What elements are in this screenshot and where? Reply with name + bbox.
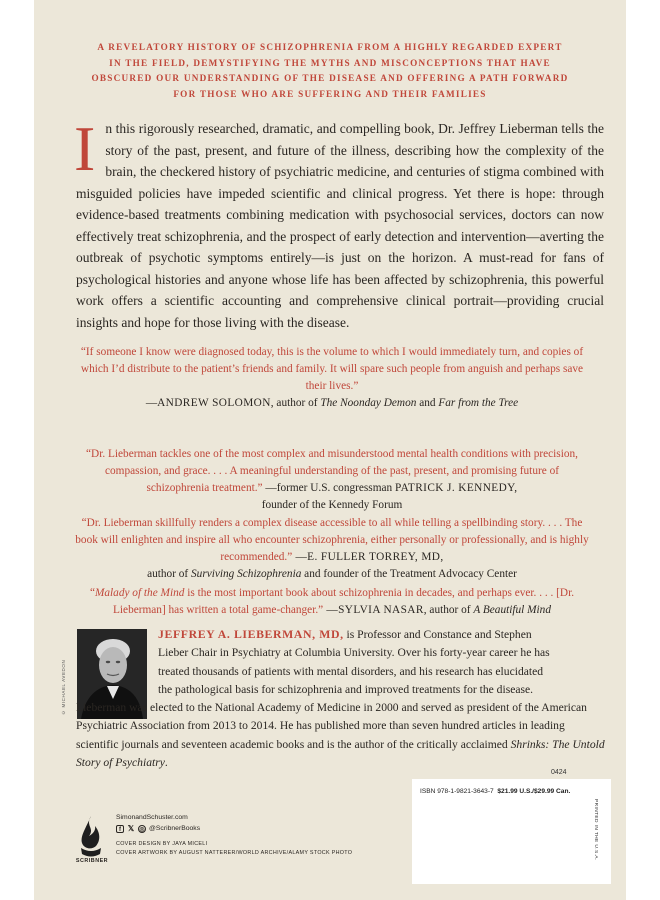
instagram-icon: ◎: [139, 826, 145, 833]
attr-text: founder of the Kennedy Forum: [261, 499, 403, 511]
bio-line: the pathological basis for schizophrenia and improved treatments for the disease.: [158, 682, 534, 696]
cover-design-credit: COVER DESIGN BY JAYA MICELI: [116, 841, 208, 847]
book-title: Far from the Tree: [438, 397, 519, 409]
price-code: 0424: [551, 769, 567, 776]
publisher-logo-label: SCRIBNER: [75, 858, 109, 864]
tagline: [74, 40, 586, 102]
blurb-author: —E. FULLER TORREY, MD,: [292, 551, 444, 563]
tagline-line: IN THE FIELD, DEMYSTIFYING THE MYTHS AND MISCONCEPTIONS THAT HAVE: [109, 57, 551, 68]
book-title: Malady of the Mind: [94, 587, 185, 599]
book-title: The Noonday Demon: [320, 397, 417, 409]
blurb-author: PATRICK J. KENNEDY,: [394, 482, 518, 494]
x-icon: 𝕏: [127, 823, 135, 833]
attr-text: and founder of the Treatment Advocacy Center: [301, 568, 517, 580]
author-bio: [76, 625, 606, 772]
tagline-line: FOR THOSE WHO ARE SUFFERING AND THEIR FAMILIES: [173, 88, 487, 99]
blurb-text: “If someone I know were diagnosed today, this is the volume to which I would immediately turn, and copies of which I’d distribute to the patient’s friends and family. It will spare such people from anguish and perhaps save their lives.”: [80, 346, 584, 392]
blurb-nasar: [74, 585, 590, 619]
bio-first-block: [76, 625, 606, 699]
price-label: $21.99 U.S./$29.99 Can.: [497, 788, 571, 795]
book-title: Shrinks: The Untold Story of Psychiatry: [76, 737, 605, 770]
book-title: Surviving Schizophrenia: [191, 568, 302, 580]
publisher-website: SimonandSchuster.com: [116, 814, 188, 821]
bio-rest: [76, 699, 606, 772]
blurb-torrey: [74, 515, 590, 583]
description-text: n this rigorously researched, dramatic, and compelling book, Dr. Jeffrey Lieberman tells the story of the past, present, and future of the illness, describing how the complexity of the brain, the checkered history of psychiatric medicine, and centuries of stigma combined with misguided policies have impeded scientific and clinical progress. Yet there is hope: through evidence-based treatments combining medication with psychosocial services, doctors can now effectively treat schizophrenia, and the prospect of early detection and intervention—averting the outbreak of psychotic symptoms entirely—is just on the horizon. A must-read for fans of psychological histories and anyone whose life has been affected by schizophrenia, this powerful work offers a scientific accounting and comprehensive clinical portrait—providing crucial insights and hope for those living with the disease.: [76, 121, 604, 330]
attr-text: , author of: [423, 604, 474, 616]
blurb-author: ANDREW SOLOMON: [157, 397, 271, 409]
tagline-line: OBSCURED OUR UNDERSTANDING OF THE DISEASE AND OFFERING A PATH FORWARD: [91, 73, 569, 83]
attr-text: —former U.S. congressman: [262, 482, 395, 494]
book-title: A Beautiful Mind: [473, 604, 551, 616]
blurb-attribution: [147, 551, 517, 580]
blurb-kennedy: [74, 446, 590, 514]
bio-line: is Professor and Constance and Stephen: [343, 628, 532, 641]
attr-text: author of: [147, 568, 192, 580]
blurb-text: “Dr. Lieberman skillfully renders a complex disease accessible to all while telling a spellbinding story. . . . The book will enlighten and inspire all who encounter schizophrenia, either personally or professionally, and is highly recommended.”: [75, 517, 589, 563]
bio-text: Lieberman was elected to the National Academy of Medicine in 2000 and served as president of the American Psychiatric Association from 2013 to 2014. He has published more than seven hundred articles in leading scientific journals and seventeen academic books and is the author of the critically acclaimed: [76, 701, 587, 751]
back-cover: [34, 0, 626, 900]
social-row: [116, 823, 352, 834]
bio-text: .: [164, 756, 168, 770]
attr-text: and: [416, 397, 439, 409]
attr-text: , author of: [270, 397, 321, 409]
bio-line: Lieber Chair in Psychiatry at Columbia University. Over his forty-year career he has: [158, 646, 550, 660]
quote-mark: “: [89, 587, 95, 599]
social-handle: @ScribnerBooks: [149, 825, 201, 832]
blurb-solomon: [74, 344, 590, 412]
isbn-label: ISBN 978-1-9821-3643-7: [420, 788, 494, 795]
facebook-icon: f: [116, 825, 124, 833]
dash: —: [145, 397, 158, 409]
blurb-text: “Dr. Lieberman tackles one of the most complex and misunderstood mental health conditions with precision, compassion, and grace. . . . A meaningful understanding of the past, present, and promising future of schizophrenia treatment.”: [86, 448, 578, 494]
blurb-attribution: [146, 397, 518, 409]
blurb-attribution: [323, 604, 551, 616]
blurb-attribution: [262, 482, 518, 511]
tagline-line: A REVELATORY HISTORY OF SCHIZOPHRENIA FROM A HIGHLY REGARDED EXPERT: [97, 42, 563, 52]
drop-cap: I: [74, 113, 96, 184]
blurb-text: is the most important book about schizophrenia in decades, and perhaps ever. . . . [Dr. Lieberman] has written a total game-changer.”: [113, 587, 575, 616]
book-description: [74, 113, 604, 333]
author-name: JEFFREY A. LIEBERMAN, MD,: [158, 627, 344, 641]
printed-in: PRINTED IN THE U.S.A.: [593, 799, 598, 861]
blurb-author: —SYLVIA NASAR: [323, 604, 424, 616]
isbn-line: [420, 788, 570, 795]
publisher-info: [116, 812, 352, 858]
cover-artwork-credit: COVER ARTWORK BY AUGUST NATTERER/WORLD ARCHIVE/ALAMY STOCK PHOTO: [116, 850, 353, 856]
barcode-area: [412, 779, 611, 884]
bio-line: treated thousands of patients with mental disorders, and his research has elucidated: [158, 664, 544, 678]
photo-credit: © MICHAEL AVEDON: [61, 659, 66, 715]
cover-credits: [116, 840, 352, 858]
